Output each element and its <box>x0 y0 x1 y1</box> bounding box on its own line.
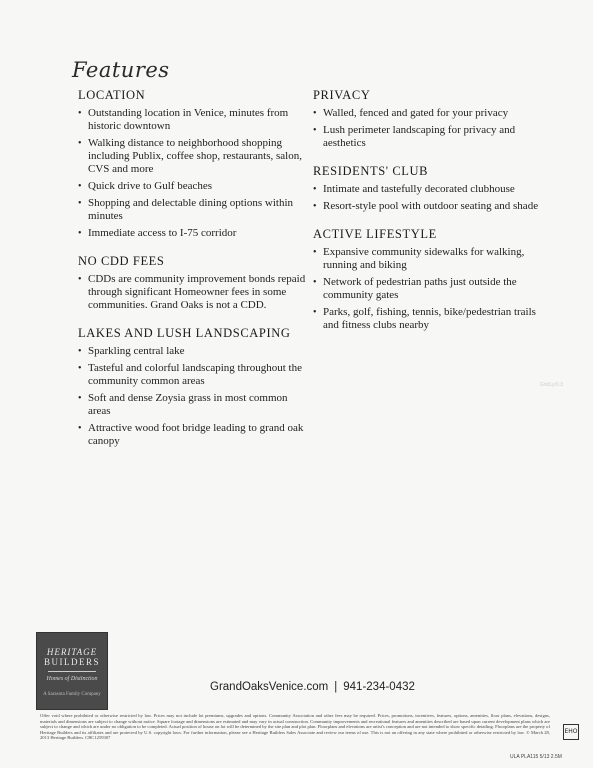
feature-section <box>313 227 553 332</box>
section-heading: ACTIVE LIFESTYLE <box>313 227 437 241</box>
feature-text: Tasteful and colorful landscaping throughout the community common areas <box>88 362 302 387</box>
section-heading: LOCATION <box>78 88 146 102</box>
feature-item <box>78 273 308 312</box>
feature-text: Network of pedestrian paths just outside the community gates <box>323 276 517 301</box>
feature-text: Resort-style pool with outdoor seating and shade <box>323 200 539 212</box>
feature-text: Intimate and tastefully decorated clubhouse <box>323 183 515 195</box>
feature-section <box>78 254 308 312</box>
bullet-icon: • <box>313 184 317 195</box>
feature-text: Shopping and delectable dining options within minutes <box>88 197 294 222</box>
feature-item <box>78 345 308 358</box>
feature-item <box>313 276 553 302</box>
bullet-icon: • <box>78 363 82 374</box>
feature-item <box>78 227 308 240</box>
feature-item <box>78 422 308 448</box>
feature-text: Immediate access to I-75 corridor <box>88 227 237 239</box>
section-heading: NO CDD FEES <box>78 254 165 268</box>
section-heading: RESIDENTS' CLUB <box>313 164 429 178</box>
feature-text: Sparkling central lake <box>88 345 185 357</box>
feature-item <box>78 137 308 176</box>
feature-item <box>78 362 308 388</box>
contact-separator: | <box>334 681 338 693</box>
contact-line <box>210 681 415 693</box>
bullet-icon: • <box>78 346 82 357</box>
logo-divider <box>48 671 96 672</box>
bullet-icon: • <box>313 277 317 288</box>
legal-disclaimer: Offer void where prohibited or otherwise restricted by law. Prices may not include lot premiums, upgrades and options. Community Association and other fees may be required. Prices, promotions, incentives, features, options, amenities, floor plans, elevations, designs, materials and dimensions are subject to change without notice. Square footage and dimensions are estimated and may vary in actual construction. Community improvements and recreational features and amenities described are based upon current development plans which are subject to change and which are under no obligation to be completed. Actual position of house on lot will be determined by the site plan and plot plan. Floorplans and elevations are artist's conception and are not intended to show specific detailing. Floorplans are the property of Heritage Builders and its affiliates and are protected by U.S. copyright laws. For further information, please see a Heritage Builders Sales Associate and review our terms of use. This is not an offering in any state where prohibited or otherwise restricted by law. © March 28, 2013 Heritage Builders. CBC1259307 <box>40 713 550 741</box>
feature-text: Soft and dense Zoysia grass in most common areas <box>88 392 288 417</box>
website-link[interactable]: GrandOaksVenice.com <box>210 681 329 693</box>
section-heading: LAKES AND LUSH LANDSCAPING <box>78 326 291 340</box>
feature-item <box>78 107 308 133</box>
section-heading: PRIVACY <box>313 88 371 102</box>
feature-item <box>313 107 553 120</box>
bullet-icon: • <box>313 108 317 119</box>
feature-item <box>313 200 553 213</box>
feature-section <box>78 88 308 240</box>
bullet-icon: • <box>313 247 317 258</box>
feature-list <box>78 107 308 240</box>
bullet-icon: • <box>78 393 82 404</box>
feature-item <box>78 197 308 223</box>
feature-item <box>313 306 553 332</box>
bullet-icon: • <box>78 198 82 209</box>
equal-housing-icon: EHO <box>563 724 579 740</box>
feature-item <box>313 124 553 150</box>
bullet-icon: • <box>78 423 82 434</box>
feature-list <box>78 345 308 448</box>
feature-list <box>313 107 553 150</box>
heritage-builders-logo <box>36 632 108 710</box>
logo-line1: HERITAGE <box>46 647 98 657</box>
feature-text: Outstanding location in Venice, minutes from historic downtown <box>88 107 289 132</box>
bullet-icon: • <box>78 228 82 239</box>
feature-text: Walled, fenced and gated for your privacy <box>323 107 509 119</box>
feature-item <box>313 246 553 272</box>
bullet-icon: • <box>313 201 317 212</box>
faint-mark: GridLy/0.3 <box>540 382 563 388</box>
feature-text: CDDs are community improvement bonds repaid through significant Homeowner fees in some communities. Grand Oaks is not a CDD. <box>88 273 306 311</box>
feature-text: Parks, golf, fishing, tennis, bike/pedestrian trails and fitness clubs nearby <box>323 306 536 331</box>
feature-text: Lush perimeter landscaping for privacy and aesthetics <box>323 124 516 149</box>
bullet-icon: • <box>78 108 82 119</box>
feature-item <box>313 183 553 196</box>
bullet-icon: • <box>78 274 82 285</box>
logo-line2: BUILDERS <box>43 657 100 667</box>
logo-tagline: Homes of Distinction <box>46 676 98 682</box>
feature-section <box>313 164 553 213</box>
left-column <box>78 88 308 462</box>
feature-list <box>78 273 308 312</box>
phone-number[interactable]: 941-234-0432 <box>343 681 415 693</box>
feature-text: Walking distance to neighborhood shopping including Publix, coffee shop, restaurants, salon, CVS and more <box>88 137 302 175</box>
bullet-icon: • <box>313 307 317 318</box>
feature-item <box>78 392 308 418</box>
feature-item <box>78 180 308 193</box>
feature-text: Quick drive to Gulf beaches <box>88 180 213 192</box>
feature-section <box>78 326 308 448</box>
feature-text: Attractive wood foot bridge leading to grand oak canopy <box>88 422 304 447</box>
bullet-icon: • <box>78 181 82 192</box>
document-code: ULA PLA115 5/13 2.5M <box>510 754 562 760</box>
feature-list <box>313 183 553 213</box>
feature-section <box>313 88 553 150</box>
feature-text: Expansive community sidewalks for walking, running and biking <box>323 246 525 271</box>
logo-subtag: A Sarasota Family Company <box>43 692 101 697</box>
page-title: Features <box>72 58 170 82</box>
feature-list <box>313 246 553 332</box>
bullet-icon: • <box>78 138 82 149</box>
bullet-icon: • <box>313 125 317 136</box>
right-column <box>313 88 553 346</box>
